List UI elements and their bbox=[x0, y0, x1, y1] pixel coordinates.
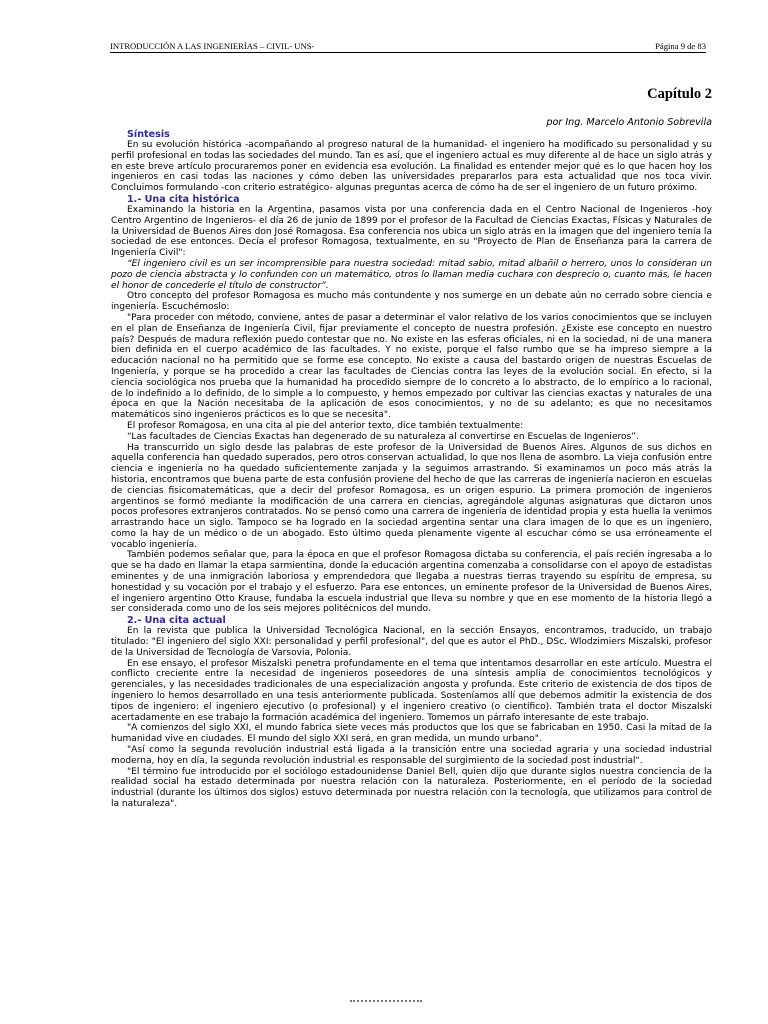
author-line: por Ing. Marcelo Antonio Sobrevila bbox=[546, 117, 712, 128]
paragraph: Ha transcurrido un siglo desde las palabras de este profesor de la Universidad de Buenos Aires. Algunos de sus dichos en aquella conferencia han quedado superados, pero otros conservan actualidad, lo que nos llena de asombro. La vieja confusión entre ciencia e ingeniería no ha quedado suficientemente zanjada y la seguimos arrastrando. Si examinamos un poco más atrás la historia, encontramos que buena parte de esta confusión proviene del hecho de que las carreras de ingeniería nacieron en escuelas de ciencias fisicomatemáticas, que a decir del profesor Romagosa, es un origen espurio. La primera promoción de ingenieros argentinos se formó mediante la modificación de una carrera en ciencias, agregándole algunas asignaturas que dictaron unos pocos profesores extranjeros contratados. No se pensó como una carrera de ingeniería de identidad propia y esta huella la venimos arrastrando hace un siglo. Tampoco se ha logrado en la sociedad argentina sentar una clara imagen de lo que es un ingeniero, como la hay de un médico o de un abogado. Esto último queda plenamente vigente al escuchar cómo se usa erróneamente el vocablo ingeniería. bbox=[111, 442, 712, 550]
paragraph: El profesor Romagosa, en una cita al pie del anterior texto, dice también textualmente: bbox=[127, 420, 524, 431]
paragraph: "El término fue introducido por el sociólogo estadounidense Daniel Bell, quien dijo que durante siglos nuestra conciencia de la realidad social ha estado determinada por nuestra relación con la naturaleza. Posteriormente, en el período de la sociedad industrial (durante los últimos dos siglos) estuvo determinada por nuestra relación con la tecnología, que utilizamos para control de la naturaleza". bbox=[111, 766, 712, 810]
section-heading-sintesis: Síntesis bbox=[127, 129, 170, 140]
document-body bbox=[111, 129, 712, 810]
quote-paragraph: “El ingeniero civil es un ser incomprensible para nuestra sociedad: mitad sabio, mitad albañil o herrero, unos lo consideran un pozo de ciencia abstracta y lo confunden con un matemático, otros lo llaman media cuchara con desprecio o, cuanto más, le hacen el honor de concederle el título de constructor”. bbox=[111, 258, 712, 291]
paragraph: "A comienzos del siglo XXI, el mundo fabrica siete veces más productos que los que se fabricaban en 1950. Casi la mitad de la humanidad vive en ciudades. El mundo del siglo XXI será, en gran medida, un mundo urbano". bbox=[111, 723, 712, 745]
paragraph: En ese ensayo, el profesor Miszalski penetra profundamente en el tema que intentamos desarrollar en este artículo. Muestra el conflicto creciente entre la necesidad de ingenieros poseedores de una síntesis amplia de conocimientos tecnológicos y gerenciales, y las necesidades tradicionales de una especialización angosta y profunda. Este criterio de existencia de dos tipos de ingeniero lo hemos desarrollado en una tesis anteriormente publicada. Sosteníamos allí que debemos admitir la existencia de dos tipos de ingeniero: el ingeniero ejecutivo (o profesional) y el ingeniero creativo (o científico). También trata el doctor Miszalski acertadamente en ese trabajo la formación académica del ingeniero. Tomemos un párrafo interesante de este trabajo. bbox=[111, 658, 712, 723]
paragraph: En la revista que publica la Universidad Tecnológica Nacional, en la sección Ensayos, encontramos, traducido, un trabajo titulado: "El ingeniero del siglo XXI: personalidad y perfil profesional", del que es autor el PhD., DSc. Wlodzimiers Miszalski, profesor de la Universidad de Tecnología de Varsovia, Polonia. bbox=[111, 626, 712, 658]
paragraph: Examinando la historia en la Argentina, pasamos vista por una conferencia dada en el Centro Nacional de Ingenieros -hoy Centro Argentino de Ingenieros- el día 26 de junio de 1899 por el profesor de la Facultad de Ciencias Exactas, Físicas y Naturales de la Universidad de Buenos Aires don José Romagosa. Esa conferencia nos ubica un siglo atrás en la imagen que del ingeniero tenía la sociedad de ese entonces. Decía el profesor Romagosa, textualmente, en su "Proyecto de Plan de Enseñanza para la carrera de Ingeniería Civil": bbox=[111, 204, 712, 259]
paragraph: "Así como la segunda revolución industrial está ligada a la transición entre una sociedad agraria y una sociedad industrial moderna, hoy en día, la segunda revolución industrial es responsable del surgimiento de la sociedad post industrial". bbox=[111, 745, 712, 766]
section-heading-cita-actual: 2.- Una cita actual bbox=[127, 615, 226, 627]
paragraph: En su evolución histórica -acompañando al progreso natural de la humanidad- el ingeniero ha modificado su personalidad y su perfil profesional en todas las sociedades del mundo. Tan es así, que el ingeniero actual es muy diferente al de hace un siglo atrás y en este breve artículo procuraremos poner en evidencia esa evolución. La finalidad es entender mejor qué es lo que hacen hoy los ingenieros en casi todas las naciones y cómo deben las universidades prepararlos para esta actualidad que nos toca vivir. Concluimos formulando -con criterio estratégico- algunas preguntas acerca de cómo ha de ser el ingeniero de un futuro próximo. bbox=[111, 140, 712, 194]
footer-mark bbox=[350, 1000, 422, 1002]
paragraph: Otro concepto del profesor Romagosa es mucho más contundente y nos sumerge en un debate aún no cerrado sobre ciencia e ingeniería. Escuchémoslo: bbox=[111, 291, 712, 313]
chapter-title: Capítulo 2 bbox=[647, 86, 712, 102]
header-rule bbox=[110, 52, 706, 53]
page-number: Página 9 de 83 bbox=[655, 41, 706, 51]
section-heading-cita-historica: 1.- Una cita histórica bbox=[127, 193, 240, 205]
paragraph: "Para proceder con método, conviene, antes de pasar a determinar el valor relativo de los varios conocimientos que se incluyen en el plan de Enseñanza de Ingeniería Civil, fijar previamente el concepto de nuestra profesión. ¿Existe ese concepto en nuestro país? Después de madura reflexión puedo contestar que no. No existe en las esferas oficiales, ni en la sociedad, ni de una manera bien definida en el cuerpo académico de las facultades. Y no existe, porque el falso rumbo que se ha impreso siempre a la educación nacional no ha permitido que se forme ese concepto. No existe a causa del bastardo origen de nuestras Escuelas de Ingeniería, y porque se ha procedido a crear las facultades de Ciencias contra las leyes de la evolución social. En efecto, si la ciencia sociológica nos prueba que la humanidad ha procedido siempre de lo concreto a lo abstracto, de lo empírico a lo racional, de lo indefinido a lo definido, de lo simple a lo compuesto, y hemos empezado por cultivar las ciencias exactas y naturales de una época en que la Nación necesitaba de la aplicación de esos conocimientos, y no de su adelanto; es que no necesitamos matemáticos sino ingenieros prácticos es lo que se necesita". bbox=[111, 312, 712, 421]
header-title: INTRODUCCIÓN A LAS INGENIERÍAS – CIVIL- UNS- bbox=[110, 41, 315, 51]
paragraph: También podemos señalar que, para la época en que el profesor Romagosa dictaba su conferencia, el país recién ingresaba a lo que se ha dado en llamar la etapa sarmientina, donde la educación argentina comenzaba a consolidarse con el apoyo de estadistas eminentes y de una inmigración laboriosa y emprendedora que llegaba a nuestras tierras trayendo su espíritu de empresa, su honestidad y su vocación por el trabajo y el esfuerzo. Para ese entonces, un eminente profesor de la Universidad de Buenos Aires, el ingeniero argentino Otto Krause, fundaba la escuela industrial que lleva su nombre y que en ese momento de la historia llegó a ser considerada como uno de los seis mejores politécnicos del mundo. bbox=[111, 550, 712, 615]
paragraph: “Las facultades de Ciencias Exactas han degenerado de su naturaleza al convertirse en Escuelas de Ingenieros”. bbox=[127, 431, 639, 442]
